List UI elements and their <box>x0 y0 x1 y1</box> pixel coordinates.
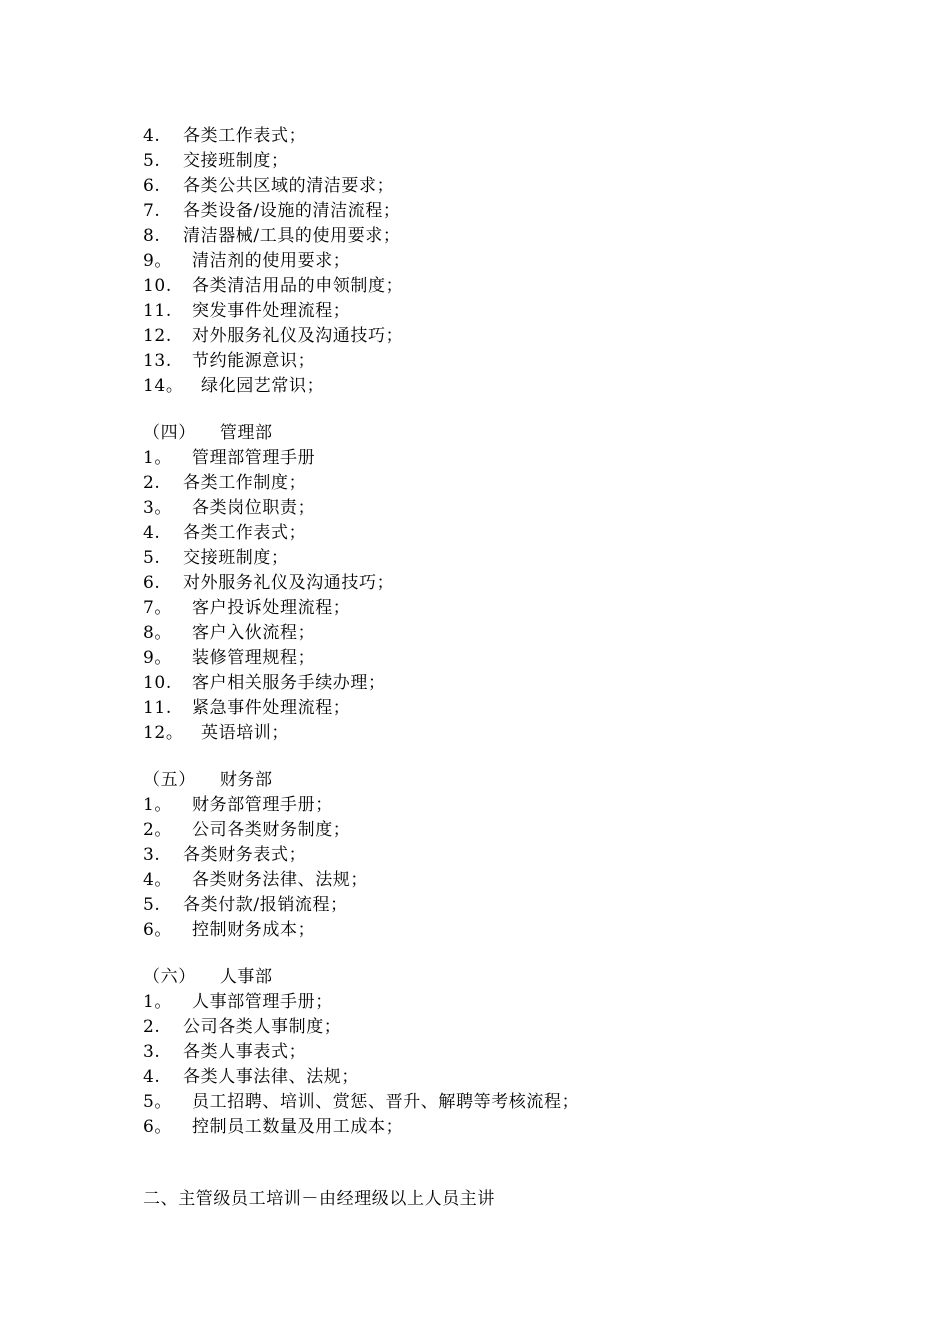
list-item: 6。 控制财务成本； <box>143 920 316 940</box>
section-title: 二、主管级员工培训－由经理级以上人员主讲 <box>143 1189 495 1209</box>
list-item: 6。 控制员工数量及用工成本； <box>143 1117 404 1137</box>
list-item: 4. 各类工作表式； <box>143 126 307 146</box>
list-item: 12. 对外服务礼仪及沟通技巧； <box>143 326 404 346</box>
list-item: 7。 客户投诉处理流程； <box>143 598 351 618</box>
section-heading: （六） 人事部 <box>143 967 273 987</box>
list-item: 4。 各类财务法律、法规； <box>143 870 368 890</box>
list-item: 2. 各类工作制度； <box>143 473 307 493</box>
list-item: 6. 对外服务礼仪及沟通技巧； <box>143 573 395 593</box>
list-item: 5. 各类付款/报销流程； <box>143 895 348 915</box>
section-heading: （四） 管理部 <box>143 423 273 443</box>
list-item: 8。 客户入伙流程； <box>143 623 316 643</box>
list-item: 11. 紧急事件处理流程； <box>143 698 351 718</box>
list-item: 9。 清洁剂的使用要求； <box>143 251 351 271</box>
list-item: 2。 公司各类财务制度； <box>143 820 351 840</box>
list-item: 9。 装修管理规程； <box>143 648 316 668</box>
list-item: 4. 各类工作表式； <box>143 523 307 543</box>
list-item: 4. 各类人事法律、法规； <box>143 1067 359 1087</box>
list-item: 10. 各类清洁用品的申领制度； <box>143 276 404 296</box>
list-item: 7. 各类设备/设施的清洁流程； <box>143 201 401 221</box>
list-item: 13. 节约能源意识； <box>143 351 316 371</box>
list-item: 11. 突发事件处理流程； <box>143 301 351 321</box>
list-item: 1。 财务部管理手册； <box>143 795 333 815</box>
list-item: 12。 英语培训； <box>143 723 289 743</box>
list-item: 3. 各类财务表式； <box>143 845 307 865</box>
list-item: 5. 交接班制度； <box>143 548 289 568</box>
list-item: 1。 人事部管理手册； <box>143 992 333 1012</box>
list-item: 8. 清洁器械/工具的使用要求； <box>143 226 401 246</box>
list-item: 5. 交接班制度； <box>143 151 289 171</box>
list-item: 14。 绿化园艺常识； <box>143 376 325 396</box>
section-heading: （五） 财务部 <box>143 770 273 790</box>
list-item: 6. 各类公共区域的清洁要求； <box>143 176 395 196</box>
list-item: 10. 客户相关服务手续办理； <box>143 673 386 693</box>
list-item: 2. 公司各类人事制度； <box>143 1017 342 1037</box>
list-item: 3. 各类人事表式； <box>143 1042 307 1062</box>
list-item: 1。 管理部管理手册 <box>143 448 316 468</box>
list-item: 5。 员工招聘、培训、赏惩、晋升、解聘等考核流程； <box>143 1092 580 1112</box>
list-item: 3。 各类岗位职责； <box>143 498 316 518</box>
